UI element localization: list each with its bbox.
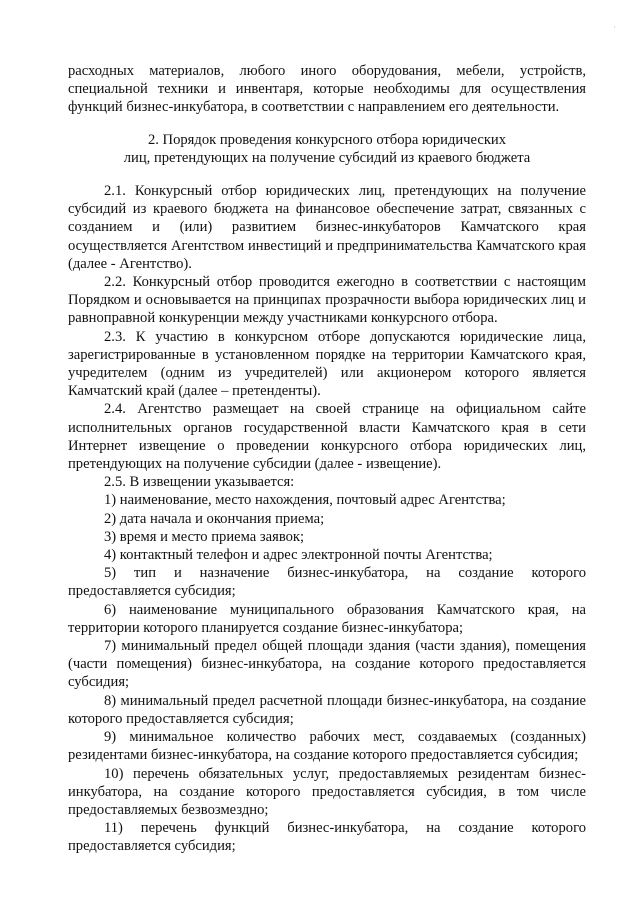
list-item-8: 8) минимальный предел расчетной площади бизнес-инкубатора, на создание которого предоставляется субсидия;	[68, 692, 586, 727]
list-item-5: 5) тип и назначение бизнес-инкубатора, на создание которого предоставляется субсидия;	[68, 565, 586, 600]
paragraph-2-1: 2.1. Конкурсный отбор юридических лиц, претендующих на получение субсидий из краевого бюджета на финансовое обеспечение затрат, связанных с созданием и (или) развитием бизнес-инкубаторов Камчатского края осуществляется Агентством инвестиций и предпринимательства Камчатского края (далее - Агентство).	[68, 183, 586, 272]
list-item-6: 6) наименование муниципального образования Камчатского края, на территории которого планируется создание бизнес-инкубатора;	[68, 601, 586, 636]
list-item-3: 3) время и место приема заявок;	[104, 528, 305, 545]
paragraph-2-3: 2.3. К участию в конкурсном отборе допускаются юридические лица, зарегистрированные в установленном порядке на территории Камчатского края, учредителем (одним из учредителей) или акционером которого является Камчатский край (далее – претенденты).	[68, 328, 586, 400]
list-item-2: 2) дата начала и окончания приема;	[104, 510, 325, 527]
intro-paragraph: расходных материалов, любого иного оборудования, мебели, устройств, специальной техники и инвентаря, которые необходимы для осуществления функций бизнес-инкубатора, в соответствии с направлением его деятельности.	[68, 63, 586, 116]
list-item-4: 4) контактный телефон и адрес электронной почты Агентства;	[104, 547, 493, 564]
list-item-9: 9) минимальное количество рабочих мест, создаваемых (созданных) резидентами бизнес-инкубатора, на создание которого предоставляется субсидия;	[68, 729, 586, 764]
section-body	[68, 182, 586, 856]
paragraph-2-2: 2.2. Конкурсный отбор проводится ежегодно в соответствии с настоящим Порядком и основывается на принципах прозрачности выбора юридических лиц и равноправной конкуренции между участниками конкурсного отбора.	[68, 274, 586, 327]
section-heading-line-1: 2. Порядок проведения конкурсного отбора юридических	[147, 132, 507, 148]
list-item-11: 11) перечень функций бизнес-инкубатора, на создание которого предоставляется субсидия;	[68, 820, 586, 855]
section-heading	[68, 131, 586, 167]
paragraph-2-5: 2.5. В извещении указывается:	[104, 474, 295, 491]
paragraph-2-4: 2.4. Агентство размещает на своей странице на официальном сайте исполнительных органов государственной власти Камчатского края в сети Интернет извещение о проведении конкурсного отбора юридических лиц, претендующих на получение субсидии (далее - извещение).	[68, 401, 586, 473]
section-heading-line-2: лиц, претендующих на получение субсидий из краевого бюджета	[123, 150, 531, 167]
corner-mark: ·	[613, 22, 616, 32]
list-item-1: 1) наименование, место нахождения, почтовый адрес Агентства;	[104, 492, 506, 509]
list-item-10: 10) перечень обязательных услуг, предоставляемых резидентам бизнес-инкубатора, на создание которого предоставляется субсидия, в том числе предоставляемых безвозмездно;	[68, 765, 586, 818]
list-item-7: 7) минимальный предел общей площади здания (части здания), помещения (части помещения) бизнес-инкубатора, на создание которого предоставляется субсидия;	[68, 638, 586, 691]
